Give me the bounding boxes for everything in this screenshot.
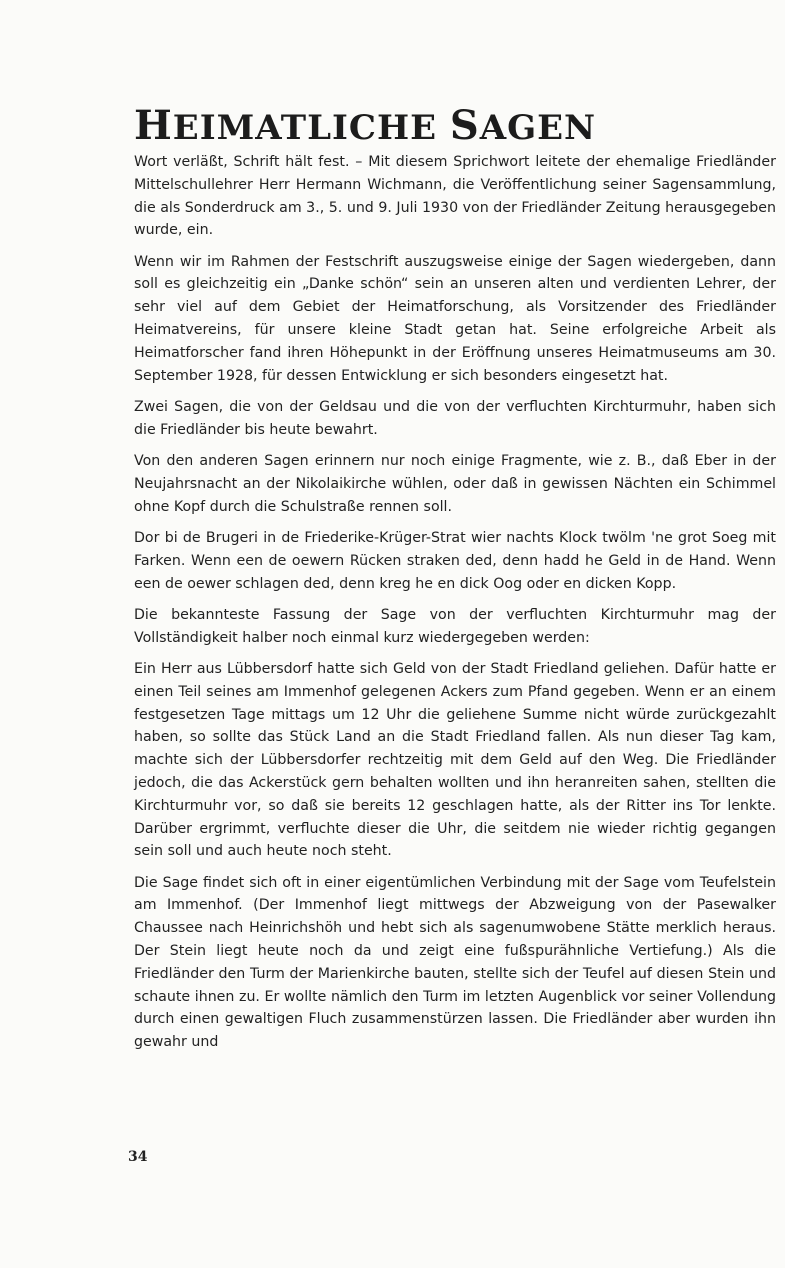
article-body [134,151,776,1062]
title-initial-h: H [134,102,173,149]
paragraph-4: Von den anderen Sagen erinnern nur noch einige Fragmente, wie z. B., daß Eber in der Neujahrsnacht an der Nikolaikirche wühlen, oder daß in gewissen Nächten ein Schimmel ohne Kopf durch die Schulstraße rennen soll. [134,453,776,515]
paragraph-5: Dor bi de Brugeri in de Friederike-Krüger-Strat wier nachts Klock twölm 'ne grot Soeg mit Farken. Wenn een de oewern Rücken straken ded, denn hadd he Geld in de Hand. Wenn een de oewer schlagen ded, denn kreg he en dick Oog oder en dicken Kopp. [134,529,776,592]
paragraph-1: Wort verläßt, Schrift hält fest. – Mit diesem Sprichwort leitete der ehemalige Friedländer Mittelschullehrer Herr Hermann Wichmann, die Veröffentlichung seiner Sagensammlung, die als Sonderdruck am 3., 5. und 9. Juli 1930 von der Friedländer Zeitung herausgegeben wurde, ein. [134,154,776,239]
title-part-1: EIMATLICHE [172,108,450,148]
paragraph-8: Die Sage findet sich oft in einer eigentümlichen Verbindung mit der Sage vom Teufelstein am Immenhof. (Der Immenhof liegt mittwegs der Abzweigung von der Pasewalker Chaussee nach Heinrichshöh und hebt sich als sagenumwobene Stätte merklich heraus. Der Stein liegt heute noch da und zeigt eine fußspurähnliche Vertiefung.) Als die Friedländer den Turm der Marienkirche bauten, stellte sich der Teufel auf diesen Stein und schaute ihnen zu. Er wollte nämlich den Turm im letzten Augenblick vor seiner Vollendung durch einen gewaltigen Fluch zusammenstürzen lassen. Die Friedländer aber wurden ihn gewahr und [134,874,776,1051]
paragraph-2: Wenn wir im Rahmen der Festschrift auszugsweise einige der Sagen wiedergeben, dann soll es gleichzeitig ein „Danke schön“ sein an unseren alten und verdienten Lehrer, der sehr viel auf dem Gebiet der Heimatforschung, als Vorsitzender des Friedländer Heimatvereins, für unsere kleine Stadt getan hat. Seine erfolgreiche Arbeit als Heimatforscher fand ihren Höhepunkt in der Eröffnung unseres Heimatmuseums am 30. September 1928, für dessen Entwicklung er sich besonders eingesetzt hat. [134,253,776,384]
title-initial-s: S [449,102,480,149]
title-part-2: AGEN [479,108,597,148]
page-title [134,102,597,149]
paragraph-3: Zwei Sagen, die von der Geldsau und die von der verfluchten Kirchturmuhr, haben sich die Friedländer bis heute bewahrt. [134,398,776,438]
paragraph-7: Ein Herr aus Lübbersdorf hatte sich Geld von der Stadt Friedland geliehen. Dafür hatte er einen Teil seines am Immenhof gelegenen Ackers zum Pfand gegeben. Wenn er an einem festgesetzen Tage mittags um 12 Uhr die geliehene Summe nicht würde zurückgezahlt haben, so sollte das Stück Land an die Stadt Friedland fallen. Als nun dieser Tag kam, machte sich der Lübbersdorfer rechtzeitig mit dem Geld auf den Weg. Die Friedländer jedoch, die das Ackerstück gern behalten wollten und ihn heranreiten sahen, stellten die Kirchturmuhr vor, so daß sie bereits 12 geschlagen hatte, als der Ritter ins Tor lenkte. Darüber ergrimmt, verfluchte dieser die Uhr, die seitdem nie wieder richtig gegangen sein soll und auch heute noch steht. [134,660,776,860]
paragraph-6: Die bekannteste Fassung der Sage von der verfluchten Kirchturmuhr mag der Vollständigkeit halber noch einmal kurz wiedergegeben werden: [134,606,776,646]
page-number: 34 [128,1149,148,1165]
